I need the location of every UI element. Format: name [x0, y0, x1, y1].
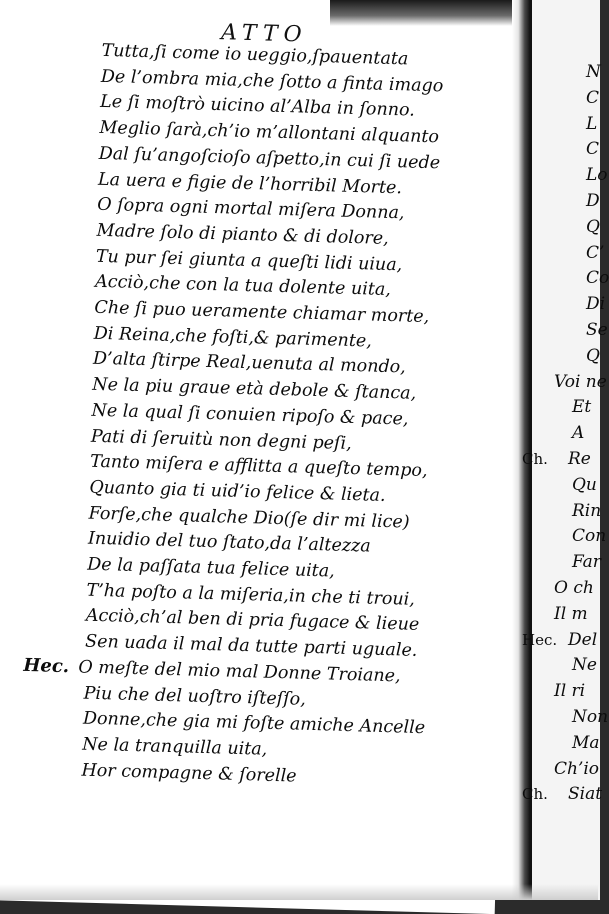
speaker-label: Ch.: [522, 785, 548, 804]
verse-line-fragment: Rin: [572, 500, 602, 521]
verse-line: Tu pur ſei giunta a queſti lidi uiua,: [95, 246, 403, 275]
verse-line-fragment: Il ri: [554, 681, 586, 702]
verse-line-fragment: A: [572, 423, 585, 444]
verse-line: Acciò,ch’al ben di pria fugace & lieue: [85, 606, 420, 636]
verse-line-fragment: Q: [586, 345, 600, 366]
verse-line: Dal ſu’angoſcioſo aſpetto,in cui ſi uede: [98, 143, 441, 174]
verse-line-fragment: D: [586, 191, 600, 211]
verse-line-fragment: N: [586, 62, 601, 82]
verse-line: Le ſi moſtrò uicino al’Alba in ſonno.: [99, 92, 416, 122]
verse-line: Piu che del uoſtro iſteſſo,: [83, 683, 307, 710]
page-bottom-edge: [0, 884, 598, 900]
verse-line-fragment: Co: [586, 268, 609, 289]
verse-line: Madre ſolo di pianto & di dolore,: [96, 220, 389, 249]
verse-line-fragment: Et: [572, 397, 592, 418]
verse-line: Hor compagne & ſorelle: [81, 760, 297, 787]
verse-line-fragment: Voi ne: [554, 371, 607, 392]
verse-line: Che ſi puo ueramente chiamar morte,: [94, 297, 430, 328]
verse-line: La uera e figie de l’horribil Morte.: [97, 169, 403, 198]
verse-line-fragment: C: [586, 139, 600, 160]
verse-line: O meſte del mio mal Donne Troiane,: [78, 657, 401, 687]
verse-line-fragment: C: [586, 87, 600, 108]
verse-line: T’ha poſto a la miſeria,in che ti troui,: [86, 580, 416, 610]
verse-line-fragment: Del: [568, 629, 598, 650]
verse-line-fragment: O ch: [554, 578, 594, 598]
verse-line-fragment: Ma: [572, 732, 600, 753]
verse-line: Ne la tranquilla uita,: [81, 734, 268, 760]
verse-line: Forſe,che qualche Dio(ſe dir mi lice): [88, 503, 410, 533]
speaker-label: Hec.: [23, 654, 70, 677]
verse-line-fragment: Qu: [572, 474, 597, 495]
verse-line-fragment: C’: [586, 242, 605, 263]
running-head: ATTO: [220, 20, 308, 48]
verse-line-fragment: Se: [586, 320, 608, 340]
verse-line: Quanto gia ti uid’io felice & lieta.: [89, 477, 386, 506]
verse-line: Tanto miſera e afflitta a queſto tempo,: [89, 451, 428, 482]
verse-line-fragment: Lo: [586, 165, 608, 186]
verse-line: Ne la qual ſi conuien ripoſo & pace,: [91, 400, 409, 430]
verse-line-fragment: Ch’io: [554, 758, 600, 779]
verse-line-fragment: Siat: [568, 784, 603, 805]
verse-line: Acciò,che con la tua dolente uita,: [94, 272, 392, 301]
verse-line: Di Reina,che foſti,& parimente,: [93, 323, 373, 352]
speaker-label: Hec.: [522, 630, 558, 649]
verse-line-fragment: L: [586, 113, 598, 134]
verse-line-fragment: Far: [572, 552, 601, 573]
verse-line: Ne la piu graue età debole & ſtanca,: [92, 374, 417, 404]
verse-line: Meglio ſarà,ch’io m’allontani alquanto: [99, 117, 440, 148]
verse-line: Donne,che gia mi foſte amiche Ancelle: [82, 708, 426, 739]
verse-line-fragment: Di: [586, 294, 606, 315]
verse-line: De l’ombra mia,che ſotto a finta imago: [100, 66, 444, 97]
verse-line-fragment: Ne: [572, 655, 597, 676]
verse-line: O ſopra ogni mortal miſera Donna,: [97, 194, 405, 224]
verse-line: Sen uada il mal da tutte parti uguale.: [84, 631, 418, 661]
verse-line: Tutta,ſi come io ueggio,ſpauentata: [101, 40, 409, 70]
verse-line-fragment: Il m: [554, 603, 588, 624]
verse-line: Inuidio del tuo ſtato,da l’altezza: [87, 528, 371, 557]
verse-line-fragment: Q: [586, 216, 600, 237]
verse-line: De la paſſata tua felice uita,: [86, 554, 335, 582]
verse-line-fragment: Con: [572, 526, 607, 547]
verse-line: Pati di ſeruitù non degni peſi,: [90, 426, 352, 454]
verse-line-fragment: Non: [572, 707, 609, 727]
right-page: [522, 0, 609, 900]
speaker-label: Ch.: [522, 450, 548, 468]
verse-line-fragment: Re: [568, 449, 591, 469]
verse-line: D’alta ſtirpe Real,uenuta al mondo,: [92, 349, 407, 378]
